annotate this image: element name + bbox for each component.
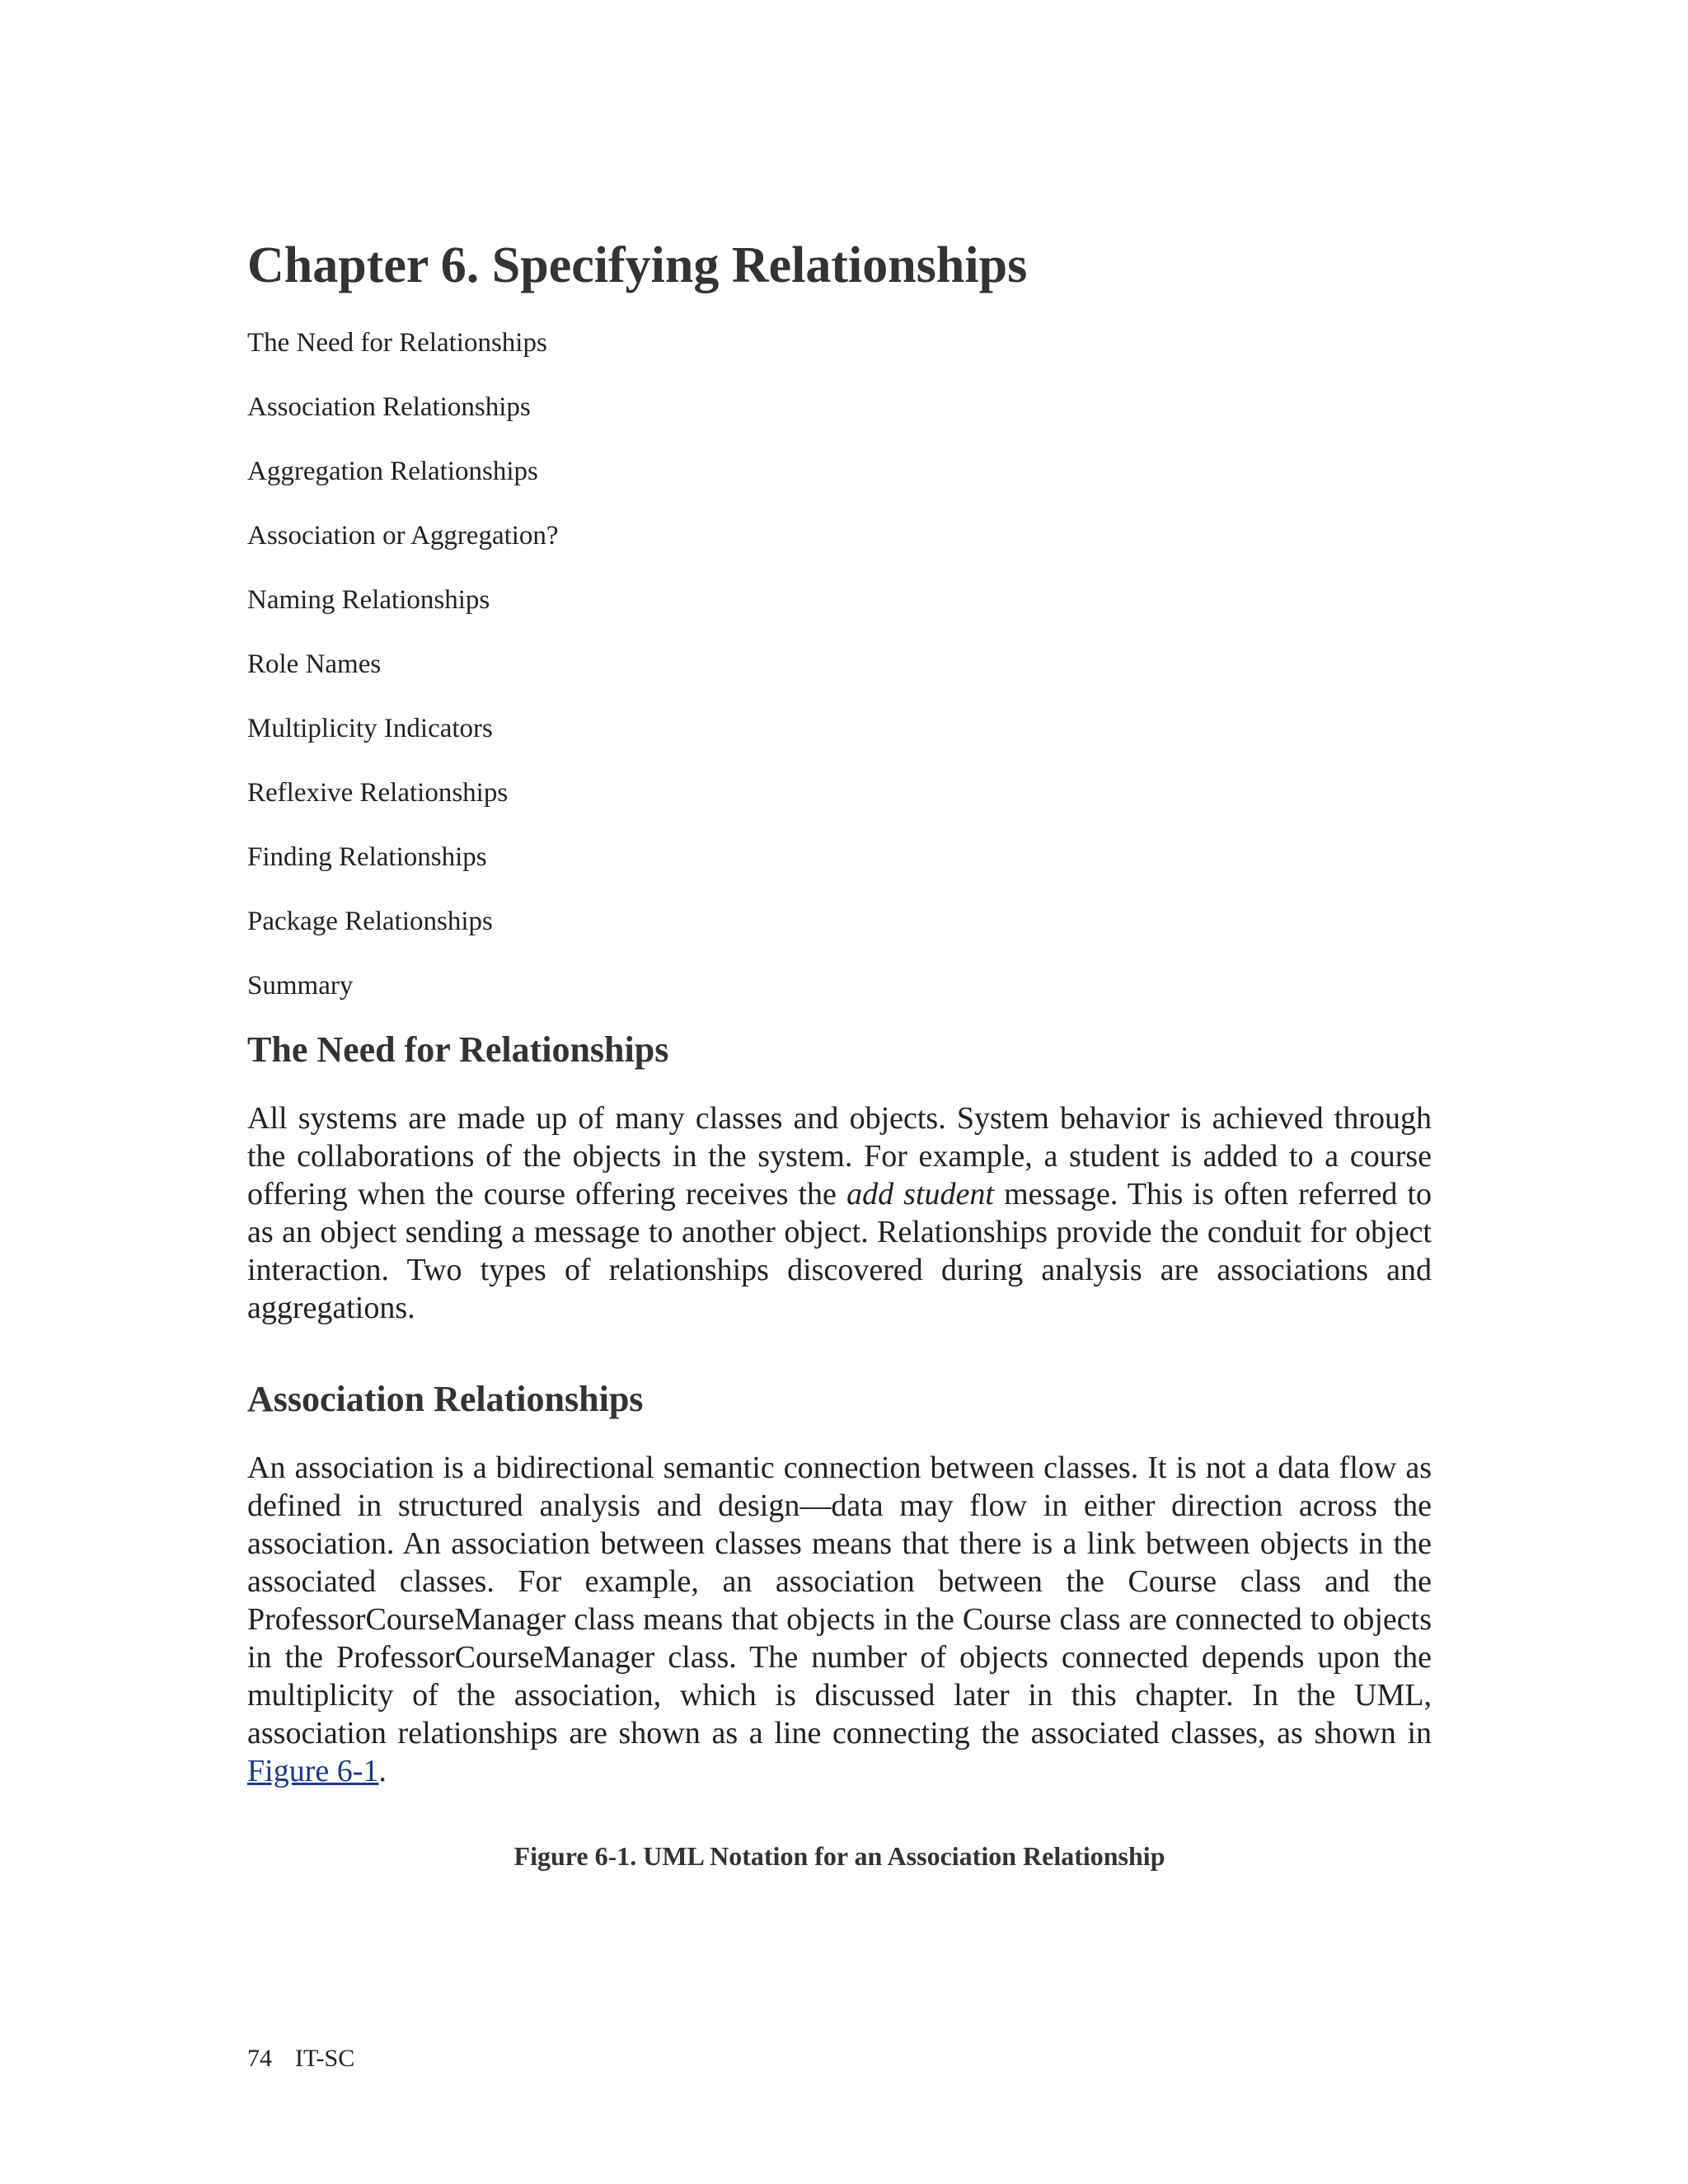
- toc-item-association-or-aggregation: Association or Aggregation?: [247, 521, 559, 551]
- footer-label: IT-SC: [295, 2045, 355, 2072]
- figure-caption: Figure 6-1. UML Notation for an Association Relationship: [513, 1841, 1165, 1871]
- toc-item-association-relationships: Association Relationships: [247, 392, 531, 422]
- paragraph-text: All systems are made up of many classes and objects. System behavior is achieved through the collaborations of the objects in the system. For example, a student is added to a course offering when the course offering receives the: [247, 1101, 1432, 1212]
- paragraph-text: An association is a bidirectional semantic connection between classes. It is not a data flow as defined in structured analysis and design—data may flow in either direction across the association. An association between classes means that there is a link between objects in the associated classes. For example, an association between the Course class and the ProfessorCourseManager class means that objects in the Course class are connected to objects in the ProfessorCourseManager class. The number of objects connected depends upon the multiplicity of the association, which is discussed later in this chapter. In the UML, association relationships are shown as a line connecting the associated classes, as shown in: [247, 1451, 1432, 1750]
- italic-term-add-student: add student: [846, 1177, 994, 1212]
- toc-item-need-for-relationships: The Need for Relationships: [247, 328, 547, 358]
- toc-item-finding-relationships: Finding Relationships: [247, 842, 487, 872]
- toc-item-summary: Summary: [247, 971, 354, 1001]
- toc-item-multiplicity-indicators: Multiplicity Indicators: [247, 714, 493, 743]
- paragraph-association-relationships: [247, 1449, 1432, 1790]
- section-heading-need-for-relationships: The Need for Relationships: [247, 1029, 669, 1070]
- toc-item-reflexive-relationships: Reflexive Relationships: [247, 778, 509, 808]
- toc-item-role-names: Role Names: [247, 649, 382, 679]
- paragraph-text: .: [378, 1754, 387, 1788]
- chapter-title: Chapter 6. Specifying Relationships: [247, 237, 1028, 293]
- page-number: 74: [247, 2045, 272, 2072]
- page-content: [247, 232, 1432, 1872]
- page-footer: [247, 2044, 354, 2074]
- paragraph-need-for-relationships: [247, 1099, 1432, 1327]
- toc-item-package-relationships: Package Relationships: [247, 907, 493, 936]
- figure-6-1-link[interactable]: Figure 6-1: [247, 1754, 379, 1788]
- toc-item-aggregation-relationships: Aggregation Relationships: [247, 457, 538, 486]
- paragraph-text: message. This is often referred to as an object sending a message to another object. Relationships provide the conduit for object interaction. Two types of relationships discovered during analysis are associations and aggregations.: [247, 1177, 1432, 1325]
- section-heading-association-relationships: Association Relationships: [247, 1379, 644, 1419]
- toc-item-naming-relationships: Naming Relationships: [247, 585, 490, 615]
- chapter-toc: [247, 326, 1432, 1002]
